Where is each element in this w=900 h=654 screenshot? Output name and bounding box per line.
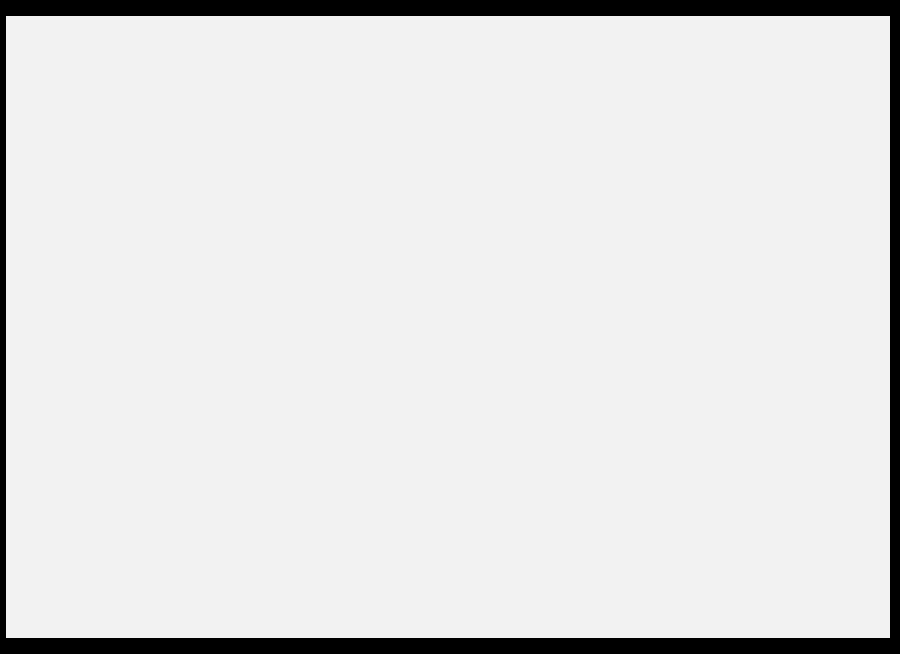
census-rows <box>6 4 890 638</box>
